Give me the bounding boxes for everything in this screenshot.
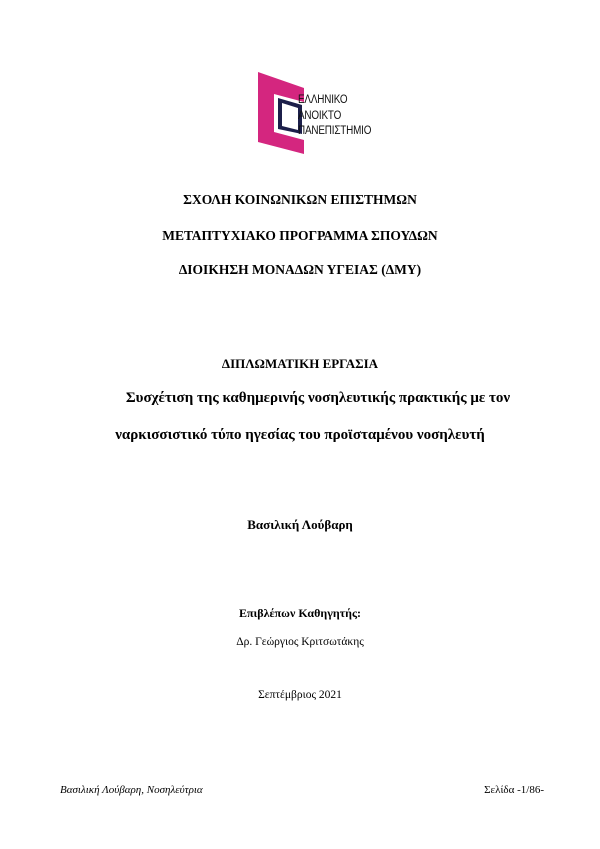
footer-page-number: Σελίδα -1/86- xyxy=(484,784,544,796)
program-name: ΜΕΤΑΠΤΥΧΙΑΚΟ ΠΡΟΓΡΑΜΜΑ ΣΠΟΥΔΩΝ xyxy=(162,228,438,243)
specialization-name: ΔΙΟΙΚΗΣΗ ΜΟΝΑΔΩΝ ΥΓΕΙΑΣ (ΔΜΥ) xyxy=(178,262,422,277)
logo-line-1: ΕΛΛΗΝΙΚΟ xyxy=(298,94,348,106)
school-name: ΣΧΟΛΗ ΚΟΙΝΩΝΙΚΩΝ ΕΠΙΣΤΗΜΩΝ xyxy=(183,192,417,207)
logo-wordmark xyxy=(298,93,393,140)
thesis-title-line-1: Συσχέτιση της καθημερινής νοσηλευτικής πρακτικής με τον xyxy=(125,390,511,406)
logo-line-2: ΑΝΟΙΚΤΟ xyxy=(298,109,342,122)
author-name: Βασιλική Λούβαρη xyxy=(247,517,353,532)
university-logo xyxy=(258,72,398,154)
supervisor-name: Δρ. Γεώργιος Κριτσωτάκης xyxy=(236,636,364,648)
supervisor-label: Επιβλέπων Καθηγητής: xyxy=(238,606,362,620)
logo-line-3: ΠΑΝΕΠΙΣΤΗΜΙΟ xyxy=(298,125,372,137)
thesis-title-line-2: ναρκισσιστικό τύπο ηγεσίας του προϊσταμένου νοσηλευτή xyxy=(115,427,485,443)
thesis-label: ΔΙΠΛΩΜΑΤΙΚΗ ΕΡΓΑΣΙΑ xyxy=(221,356,379,371)
footer-author: Βασιλική Λούβαρη, Νοσηλεύτρια xyxy=(60,784,203,796)
submission-date: Σεπτέμβριος 2021 xyxy=(258,689,342,701)
